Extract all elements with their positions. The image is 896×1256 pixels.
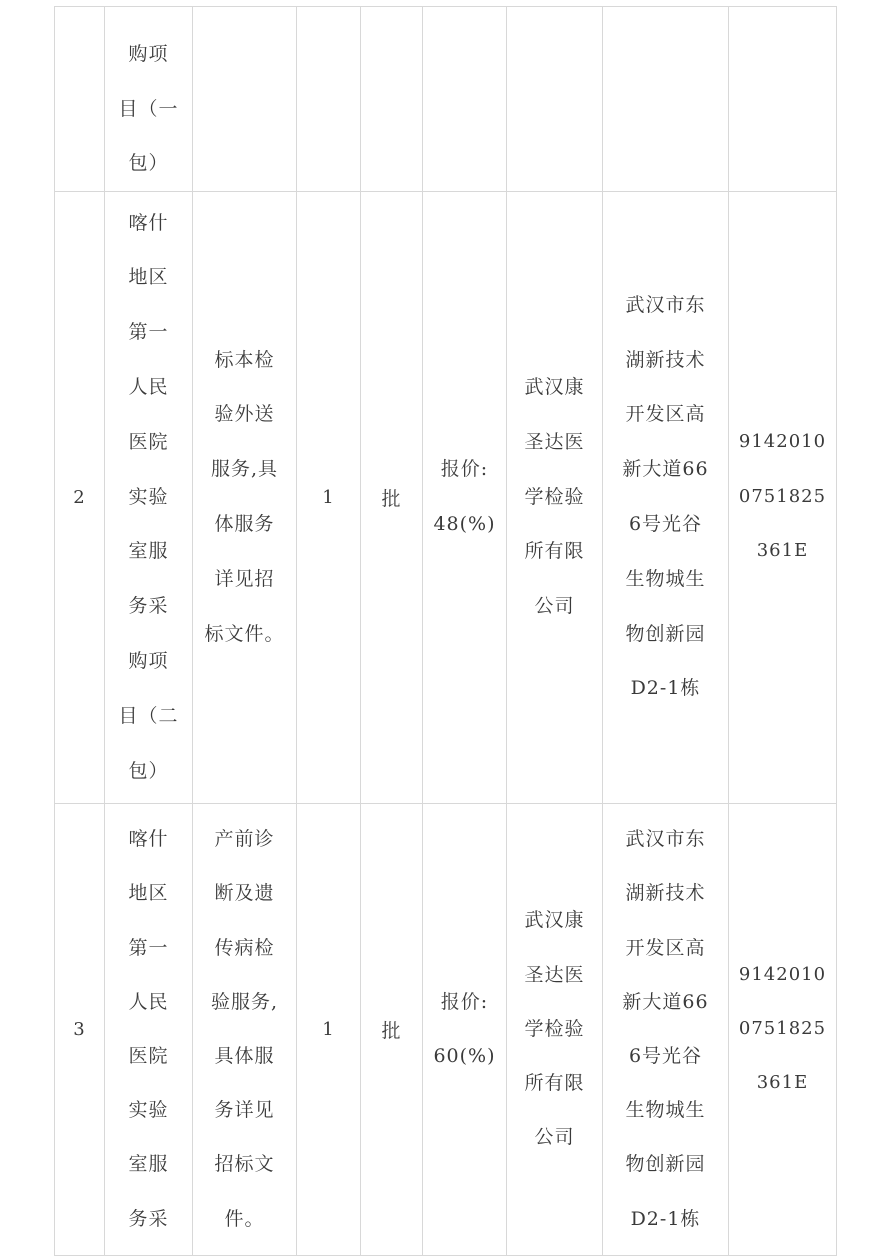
project-name: 购项 目（一 包）	[118, 43, 179, 174]
address-cell	[603, 191, 729, 803]
content-cell	[193, 803, 297, 1255]
supplier-cell	[507, 7, 603, 192]
table-row	[55, 803, 837, 1255]
table-row	[55, 191, 837, 803]
address-cell	[603, 7, 729, 192]
index-cell	[55, 7, 105, 192]
price-cell	[423, 803, 507, 1255]
address-cell	[603, 803, 729, 1255]
project-cell	[105, 803, 193, 1255]
quantity-cell	[297, 191, 361, 803]
price-value: 报价: 60(%)	[433, 990, 496, 1067]
unit-value: 批	[381, 487, 402, 510]
table-row	[55, 7, 837, 192]
project-name: 喀什 地区 第一 人民 医院 实验 室服 务采	[128, 828, 169, 1230]
credit-code-cell	[729, 803, 837, 1255]
row-index: 2	[73, 487, 86, 508]
credit-code-cell	[729, 191, 837, 803]
content-cell	[193, 7, 297, 192]
supplier-name: 武汉康 圣达医 学检验 所有限 公司	[524, 376, 585, 618]
supplier-cell	[507, 803, 603, 1255]
row-index: 3	[73, 1019, 86, 1040]
quantity-cell	[297, 7, 361, 192]
project-name: 喀什 地区 第一 人民 医院 实验 室服 务采 购项 目（二 包）	[118, 211, 179, 782]
supplier-address: 武汉市东 湖新技术 开发区高 新大道66 6号光谷 生物城生 物创新园 D2-1栋	[622, 828, 709, 1230]
index-cell	[55, 803, 105, 1255]
price-value: 报价: 48(%)	[433, 458, 496, 535]
price-cell	[423, 7, 507, 192]
procurement-result-table	[54, 6, 837, 1256]
unit-value: 批	[381, 1019, 402, 1042]
service-content: 标本检 验外送 服务,具 体服务 详见招 标文件。	[204, 348, 285, 645]
project-cell	[105, 7, 193, 192]
quantity-cell	[297, 803, 361, 1255]
content-cell	[193, 191, 297, 803]
supplier-address: 武汉市东 湖新技术 开发区高 新大道66 6号光谷 生物城生 物创新园 D2-1栋	[622, 293, 709, 700]
price-cell	[423, 191, 507, 803]
supplier-name: 武汉康 圣达医 学检验 所有限 公司	[524, 909, 585, 1149]
unit-cell	[361, 191, 423, 803]
credit-code: 9142010 0751825 361E	[738, 963, 827, 1094]
credit-code-cell	[729, 7, 837, 192]
unit-cell	[361, 7, 423, 192]
quantity-value: 1	[322, 1019, 335, 1040]
credit-code: 9142010 0751825 361E	[738, 430, 827, 562]
project-cell	[105, 191, 193, 803]
quantity-value: 1	[322, 487, 335, 508]
supplier-cell	[507, 191, 603, 803]
service-content: 产前诊 断及遗 传病检 验服务, 具体服 务详见 招标文 件。	[210, 828, 279, 1230]
unit-cell	[361, 803, 423, 1255]
index-cell	[55, 191, 105, 803]
